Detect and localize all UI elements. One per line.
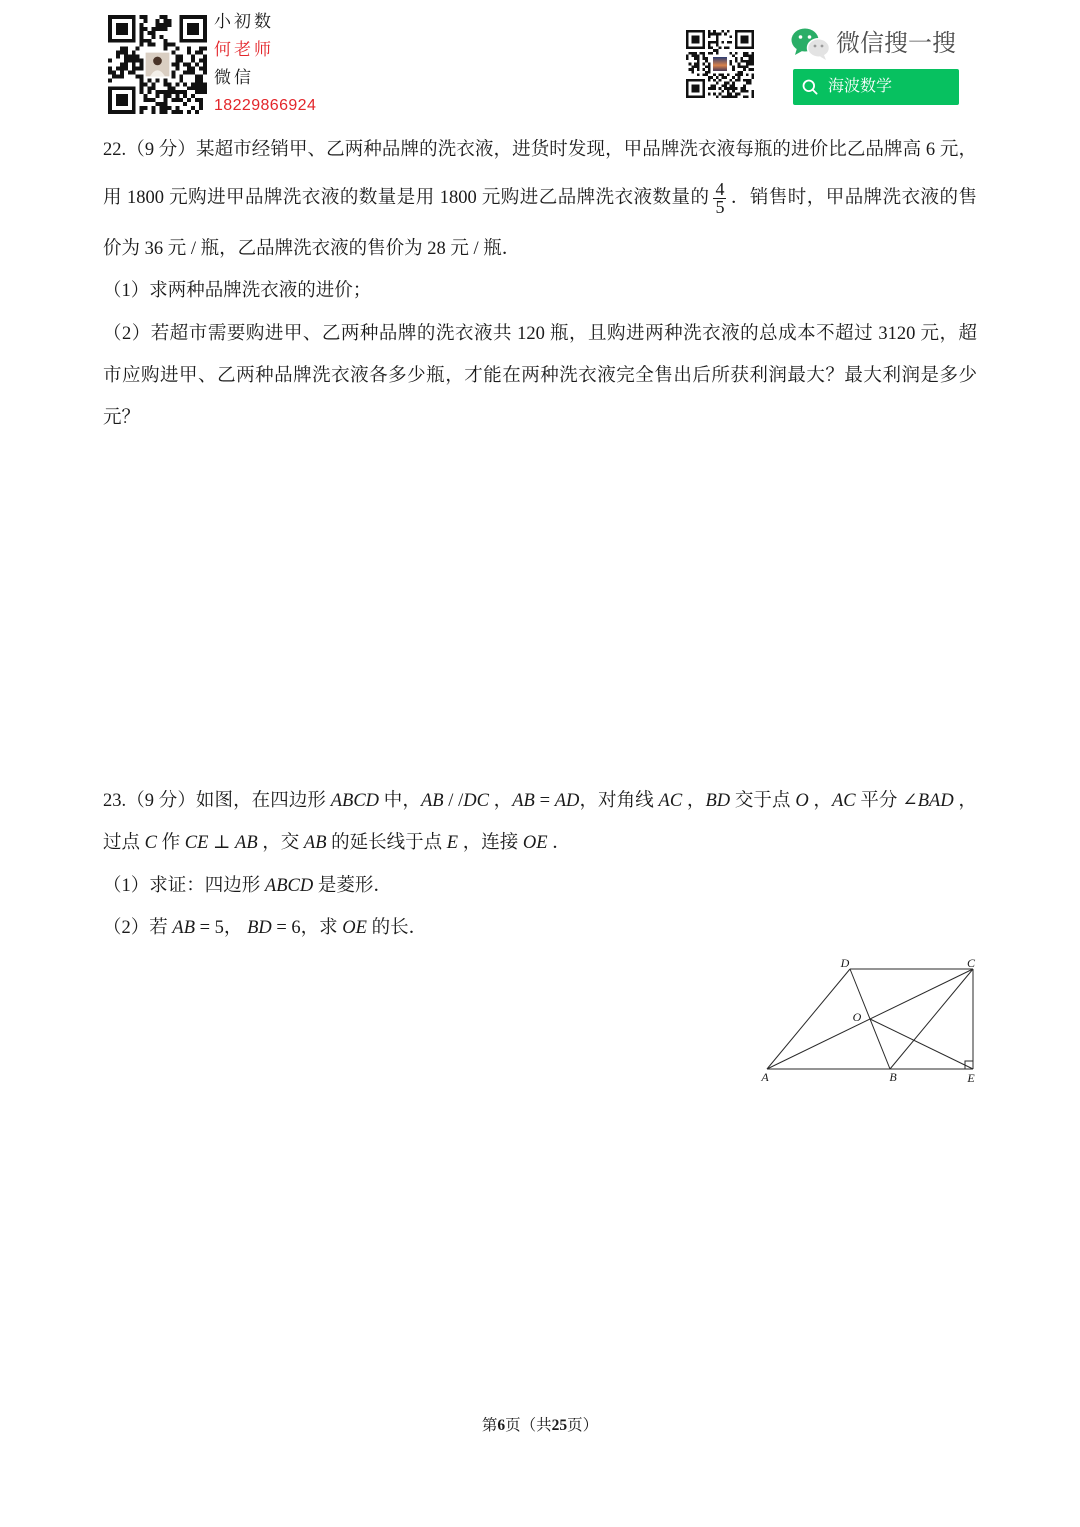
qr-code-contact [108, 15, 207, 114]
q23-line-2 [103, 828, 977, 858]
text-run: 交于点 [730, 791, 796, 811]
q22-part-2-line-2: 市应购进甲、乙两种品牌洗衣液各多少瓶，才能在两种洗衣液完全售出后所获利润最大？最大利润是多少 [103, 366, 977, 386]
page-footer [0, 1415, 1080, 1437]
qr-code-wechat [686, 30, 754, 98]
math-expression: AB [303, 833, 327, 853]
text-run: （2）若 [103, 918, 173, 938]
math-expression: OE [522, 833, 548, 853]
wechat-logo-icon [790, 26, 832, 62]
right-angle-mark [965, 1061, 973, 1069]
text-run: ，连接 [458, 833, 523, 853]
qr-center-photo [146, 53, 170, 77]
q22-line-2 [103, 178, 977, 218]
contact-teacher-name: 何老师 [214, 40, 274, 59]
text-run: ， [953, 791, 977, 811]
point-label-A: A [761, 1070, 769, 1084]
q23-line-1 [103, 786, 977, 816]
q22-part-2-line-3: 元？ [103, 408, 141, 428]
text-run: 23.（9 分）如图，在四边形 [103, 791, 331, 811]
math-expression: AB [512, 791, 535, 811]
text-run: ． [547, 833, 571, 853]
math-expression: AC [658, 791, 683, 811]
text-run: 是菱形． [313, 876, 392, 896]
math-expression: BD [247, 918, 272, 938]
text-run: / / [443, 791, 464, 811]
q22-line-2-text-before: 用 1800 元购进甲品牌洗衣液的数量是用 1800 元购进乙品牌洗衣液数量的 [103, 188, 710, 208]
wechat-search-title: 微信搜一搜 [836, 30, 956, 57]
text-run: （1）求证：四边形 [103, 876, 265, 896]
qr-center-photo [713, 57, 727, 71]
footer-total-pages: 25 [551, 1417, 568, 1434]
q22-line-1: 22.（9 分）某超市经销甲、乙两种品牌的洗衣液，进货时发现，甲品牌洗衣液每瓶的进价比乙品牌高 6 元， [103, 140, 977, 160]
text-run: ， [808, 791, 832, 811]
math-expression: BAD [917, 791, 954, 811]
text-run: 作 [156, 833, 185, 853]
segment-AD [767, 969, 850, 1069]
footer-suffix: 页） [567, 1417, 599, 1434]
math-expression: DC [463, 791, 489, 811]
math-expression: ABCD [264, 876, 314, 896]
text-run: 的长． [366, 918, 428, 938]
segment-OE [870, 1019, 973, 1069]
text-run: = 5， [195, 918, 248, 938]
math-expression: AB [235, 833, 258, 853]
fraction-denominator: 5 [715, 197, 725, 218]
point-label-C: C [966, 956, 976, 970]
point-label-E: E [967, 1071, 975, 1085]
contact-phone: 18229866924 [214, 97, 317, 114]
text-run: ，对角线 [579, 791, 659, 811]
footer-prefix: 第 [481, 1417, 498, 1434]
q22-part-2-line-1: （2）若超市需要购进甲、乙两种品牌的洗衣液共 120 瓶，且购进两种洗衣液的总成本不超过 3120 元，超 [103, 324, 977, 344]
search-icon [802, 79, 818, 95]
math-expression: E [446, 833, 459, 853]
math-expression: C [144, 833, 157, 853]
text-run: 平分 ∠ [855, 791, 918, 811]
segment-BC [890, 969, 973, 1069]
math-expression: BD [705, 791, 731, 811]
point-label-B: B [889, 1070, 897, 1084]
rhombus-figure [755, 950, 990, 1090]
wechat-search-button[interactable] [793, 69, 959, 105]
text-run: ，交 [257, 833, 304, 853]
q23-part-1 [103, 871, 977, 901]
contact-line-3: 微信 [214, 68, 254, 87]
q22-line-3: 价为 36 元 / 瓶，乙品牌洗衣液的售价为 28 元 / 瓶． [103, 239, 521, 259]
math-expression: AB [172, 918, 195, 938]
point-label-D: D [840, 956, 850, 970]
text-run: = 6，求 [271, 918, 343, 938]
text-run: = [534, 791, 555, 811]
fraction-numerator: 4 [715, 179, 725, 200]
wechat-search-button-label: 海波数学 [828, 78, 893, 95]
point-label-O: O [852, 1010, 862, 1024]
math-expression: AB [420, 791, 444, 811]
text-run: ⊥ [208, 833, 236, 853]
math-expression: CE [184, 833, 209, 853]
q23-part-2 [103, 913, 977, 943]
math-expression: AD [554, 791, 580, 811]
footer-page-number: 6 [497, 1417, 506, 1434]
math-expression: OE [342, 918, 367, 938]
text-run: ， [682, 791, 706, 811]
math-expression: ABCD [330, 791, 380, 811]
text-run: 的延长线于点 [326, 833, 447, 853]
math-expression: O [795, 791, 809, 811]
q22-part-1: （1）求两种品牌洗衣液的进价； [103, 281, 372, 301]
text-run: ， [488, 791, 513, 811]
fraction-four-fifths [713, 181, 726, 216]
math-expression: AC [832, 791, 856, 811]
text-run: 过点 [103, 833, 145, 853]
text-run: 中， [379, 791, 421, 811]
contact-line-1: 小初数 [214, 12, 274, 31]
q22-line-2-text-after: ．销售时，甲品牌洗衣液的售 [730, 188, 977, 208]
footer-middle: 页（共 [505, 1417, 552, 1434]
